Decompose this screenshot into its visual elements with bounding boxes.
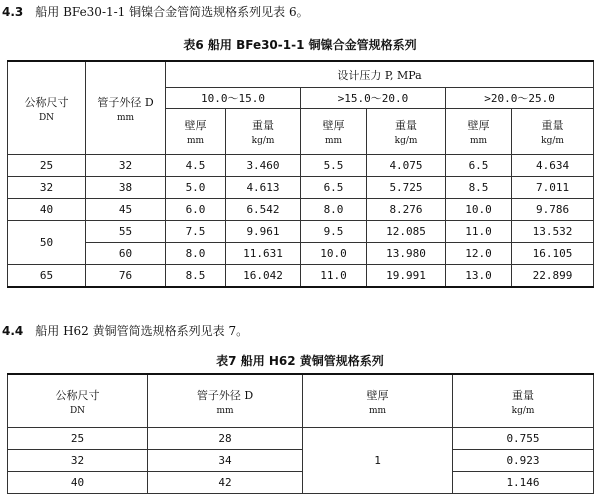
table-cell: 25 xyxy=(8,428,148,450)
table-cell: 22.899 xyxy=(512,265,594,288)
header-unit: mm xyxy=(324,136,343,146)
weight-header xyxy=(226,109,301,155)
table-cell: 6.5 xyxy=(446,155,512,177)
table-cell: 8.5 xyxy=(166,265,226,288)
header-label: 重量 xyxy=(395,119,417,132)
table-cell: 12.085 xyxy=(367,221,446,243)
table-cell: 32 xyxy=(8,450,148,472)
table-cell: 34 xyxy=(148,450,303,472)
weight-header xyxy=(367,109,446,155)
table-cell: 10.0 xyxy=(301,243,367,265)
table-cell: 11.0 xyxy=(446,221,512,243)
table-row xyxy=(8,199,594,221)
table-cell: 60 xyxy=(86,243,166,265)
header-unit: kg/m xyxy=(511,405,535,416)
header-unit: kg/m xyxy=(394,136,418,146)
table-cell: 9.5 xyxy=(301,221,367,243)
header-label: 重量 xyxy=(512,388,534,402)
table-cell: 5.0 xyxy=(166,177,226,199)
table-cell: 11.0 xyxy=(301,265,367,288)
table-cell: 0.923 xyxy=(453,450,594,472)
header-label: 管子外径 D xyxy=(196,388,254,402)
section-text: 船用 H62 黄铜管简选规格系列见表 7。 xyxy=(35,324,249,338)
header-unit: mm xyxy=(186,136,205,146)
pressure-range: 10.0～15.0 xyxy=(166,88,301,109)
table-row xyxy=(8,243,594,265)
table-cell: 4.634 xyxy=(512,155,594,177)
table-row xyxy=(8,155,594,177)
table-cell: 32 xyxy=(8,177,86,199)
header-label: 公称尺寸 xyxy=(55,388,100,402)
table-cell: 9.961 xyxy=(226,221,301,243)
table-cell: 16.105 xyxy=(512,243,594,265)
header-unit: kg/m xyxy=(251,136,275,146)
table-cell: 4.5 xyxy=(166,155,226,177)
section-text: 船用 BFe30-1-1 铜镍合金管简选规格系列见表 6。 xyxy=(35,5,309,19)
table-cell: 1.146 xyxy=(453,472,594,494)
header-unit: DN xyxy=(69,405,86,416)
header-label: 管子外径 D xyxy=(97,95,154,109)
table-cell: 7.011 xyxy=(512,177,594,199)
table-cell: 50 xyxy=(8,221,86,265)
table-row xyxy=(8,265,594,288)
section-4-4 xyxy=(2,322,248,339)
table-cell: 5.5 xyxy=(301,155,367,177)
table7 xyxy=(7,373,594,494)
section-4-3 xyxy=(2,3,309,20)
header-unit: DN xyxy=(38,112,55,123)
header-label: 壁厚 xyxy=(184,119,207,132)
dn-header xyxy=(8,374,148,428)
table-cell: 3.460 xyxy=(226,155,301,177)
table-cell: 40 xyxy=(8,472,148,494)
header-label: 壁厚 xyxy=(366,388,389,402)
wall-header xyxy=(301,109,367,155)
table-cell: 6.0 xyxy=(166,199,226,221)
od-header xyxy=(86,61,166,155)
pressure-range: >15.0～20.0 xyxy=(301,88,446,109)
weight-header xyxy=(512,109,594,155)
wall-header xyxy=(303,374,453,428)
table-cell: 13.0 xyxy=(446,265,512,288)
table-cell: 76 xyxy=(86,265,166,288)
table7-caption: 表7 船用 H62 黄铜管规格系列 xyxy=(216,354,384,368)
table-cell: 16.042 xyxy=(226,265,301,288)
table-cell: 13.532 xyxy=(512,221,594,243)
table-row xyxy=(8,177,594,199)
header-label: 重量 xyxy=(541,119,564,132)
pressure-header: 设计压力 P, MPa xyxy=(166,61,594,88)
header-label: 公称尺寸 xyxy=(24,95,69,109)
table6-caption: 表6 船用 BFe30-1-1 铜镍合金管规格系列 xyxy=(183,38,417,52)
table-cell: 25 xyxy=(8,155,86,177)
header-label: 重量 xyxy=(252,119,274,132)
header-label: 壁厚 xyxy=(467,119,490,132)
table-cell: 40 xyxy=(8,199,86,221)
table-row xyxy=(8,450,594,472)
table-cell: 7.5 xyxy=(166,221,226,243)
weight-header xyxy=(453,374,594,428)
table-cell: 6.5 xyxy=(301,177,367,199)
table-row xyxy=(8,428,594,450)
table-cell: 13.980 xyxy=(367,243,446,265)
wall-header xyxy=(166,109,226,155)
wall-header xyxy=(446,109,512,155)
table6 xyxy=(7,60,594,288)
table-cell: 0.755 xyxy=(453,428,594,450)
table-cell: 11.631 xyxy=(226,243,301,265)
table-cell: 38 xyxy=(86,177,166,199)
table-cell: 9.786 xyxy=(512,199,594,221)
table-cell: 12.0 xyxy=(446,243,512,265)
table-cell: 55 xyxy=(86,221,166,243)
table-cell: 42 xyxy=(148,472,303,494)
table-row xyxy=(8,221,594,243)
table-cell: 6.542 xyxy=(226,199,301,221)
table-cell: 8.276 xyxy=(367,199,446,221)
dn-header xyxy=(8,61,86,155)
table-cell: 65 xyxy=(8,265,86,288)
header-unit: mm xyxy=(116,112,135,123)
header-unit: mm xyxy=(216,405,234,416)
table-cell: 28 xyxy=(148,428,303,450)
header-unit: mm xyxy=(368,405,387,416)
table-cell: 4.613 xyxy=(226,177,301,199)
table-cell: 8.5 xyxy=(446,177,512,199)
section-number: 4.3 xyxy=(2,5,24,19)
header-label: 壁厚 xyxy=(322,119,345,132)
table-cell: 5.725 xyxy=(367,177,446,199)
section-number: 4.4 xyxy=(2,324,24,338)
table-cell: 8.0 xyxy=(301,199,367,221)
table-cell: 32 xyxy=(86,155,166,177)
header-unit: kg/m xyxy=(541,136,564,146)
od-header xyxy=(148,374,303,428)
table-cell: 19.991 xyxy=(367,265,446,288)
wall-value: 1 xyxy=(303,428,453,494)
table-cell: 4.075 xyxy=(367,155,446,177)
table-cell: 8.0 xyxy=(166,243,226,265)
pressure-range: >20.0～25.0 xyxy=(446,88,594,109)
table-cell: 10.0 xyxy=(446,199,512,221)
table-row xyxy=(8,472,594,494)
header-unit: mm xyxy=(469,136,488,146)
table-cell: 45 xyxy=(86,199,166,221)
